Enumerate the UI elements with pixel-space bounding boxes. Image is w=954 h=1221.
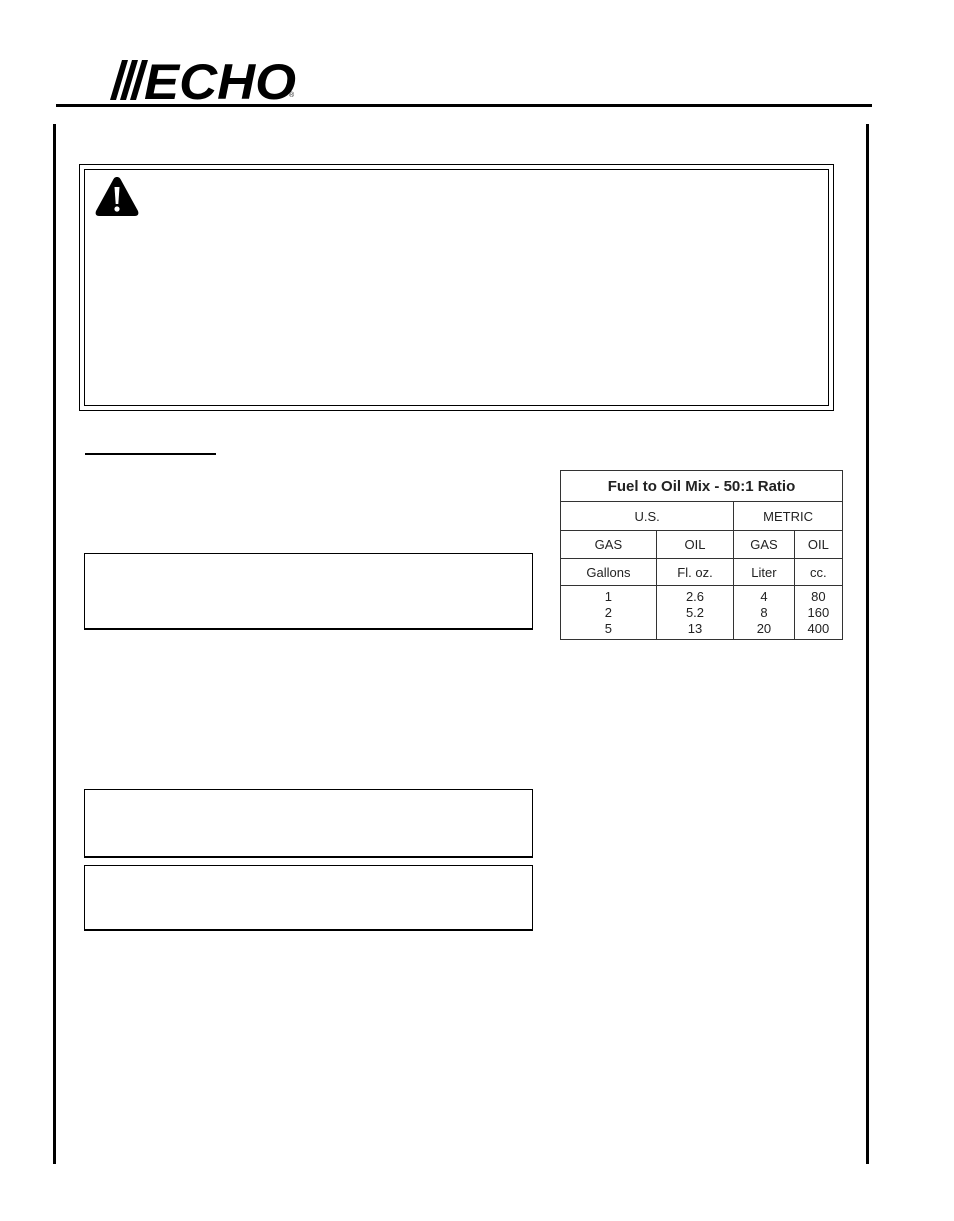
table-values-row <box>561 586 843 640</box>
unit-label: Liter <box>734 559 795 586</box>
column-header: GAS <box>561 531 657 559</box>
table-cell: 5.2 <box>685 604 705 620</box>
table-cell: 13 <box>687 620 703 636</box>
note-box <box>84 553 533 630</box>
section-heading-underline <box>85 453 216 455</box>
right-margin-rule <box>866 124 869 1164</box>
group-metric: METRIC <box>734 502 843 531</box>
metric-oil-values <box>794 586 842 640</box>
table-cell: 80 <box>811 588 826 604</box>
note-box <box>84 865 533 931</box>
table-cell: 2 <box>604 604 613 620</box>
unit-label: Gallons <box>561 559 657 586</box>
header-rule <box>56 104 872 107</box>
warning-triangle-icon <box>94 175 140 217</box>
warning-box <box>79 164 834 411</box>
us-gas-values <box>561 586 657 640</box>
table-cell: 400 <box>807 620 830 636</box>
us-oil-values <box>656 586 733 640</box>
table-cell: 5 <box>604 620 613 636</box>
warning-box-inner <box>84 169 829 406</box>
logo-text: ECHO <box>144 58 297 102</box>
metric-gas-values <box>734 586 795 640</box>
column-header: OIL <box>794 531 842 559</box>
unit-label: Fl. oz. <box>656 559 733 586</box>
table-cell: 8 <box>760 604 768 620</box>
left-margin-rule <box>53 124 56 1164</box>
group-us: U.S. <box>561 502 734 531</box>
table-cell: 20 <box>756 620 772 636</box>
table-cell: 2.6 <box>685 588 705 604</box>
registered-mark: ® <box>289 92 295 99</box>
table-cell: 4 <box>760 588 768 604</box>
column-header: OIL <box>656 531 733 559</box>
unit-label: cc. <box>794 559 842 586</box>
echo-logo <box>108 58 300 102</box>
note-box <box>84 789 533 858</box>
column-header: GAS <box>734 531 795 559</box>
table-title: Fuel to Oil Mix - 50:1 Ratio <box>561 471 843 502</box>
table-cell: 160 <box>807 604 830 620</box>
table-cell: 1 <box>604 588 613 604</box>
fuel-oil-mix-table <box>560 470 843 640</box>
